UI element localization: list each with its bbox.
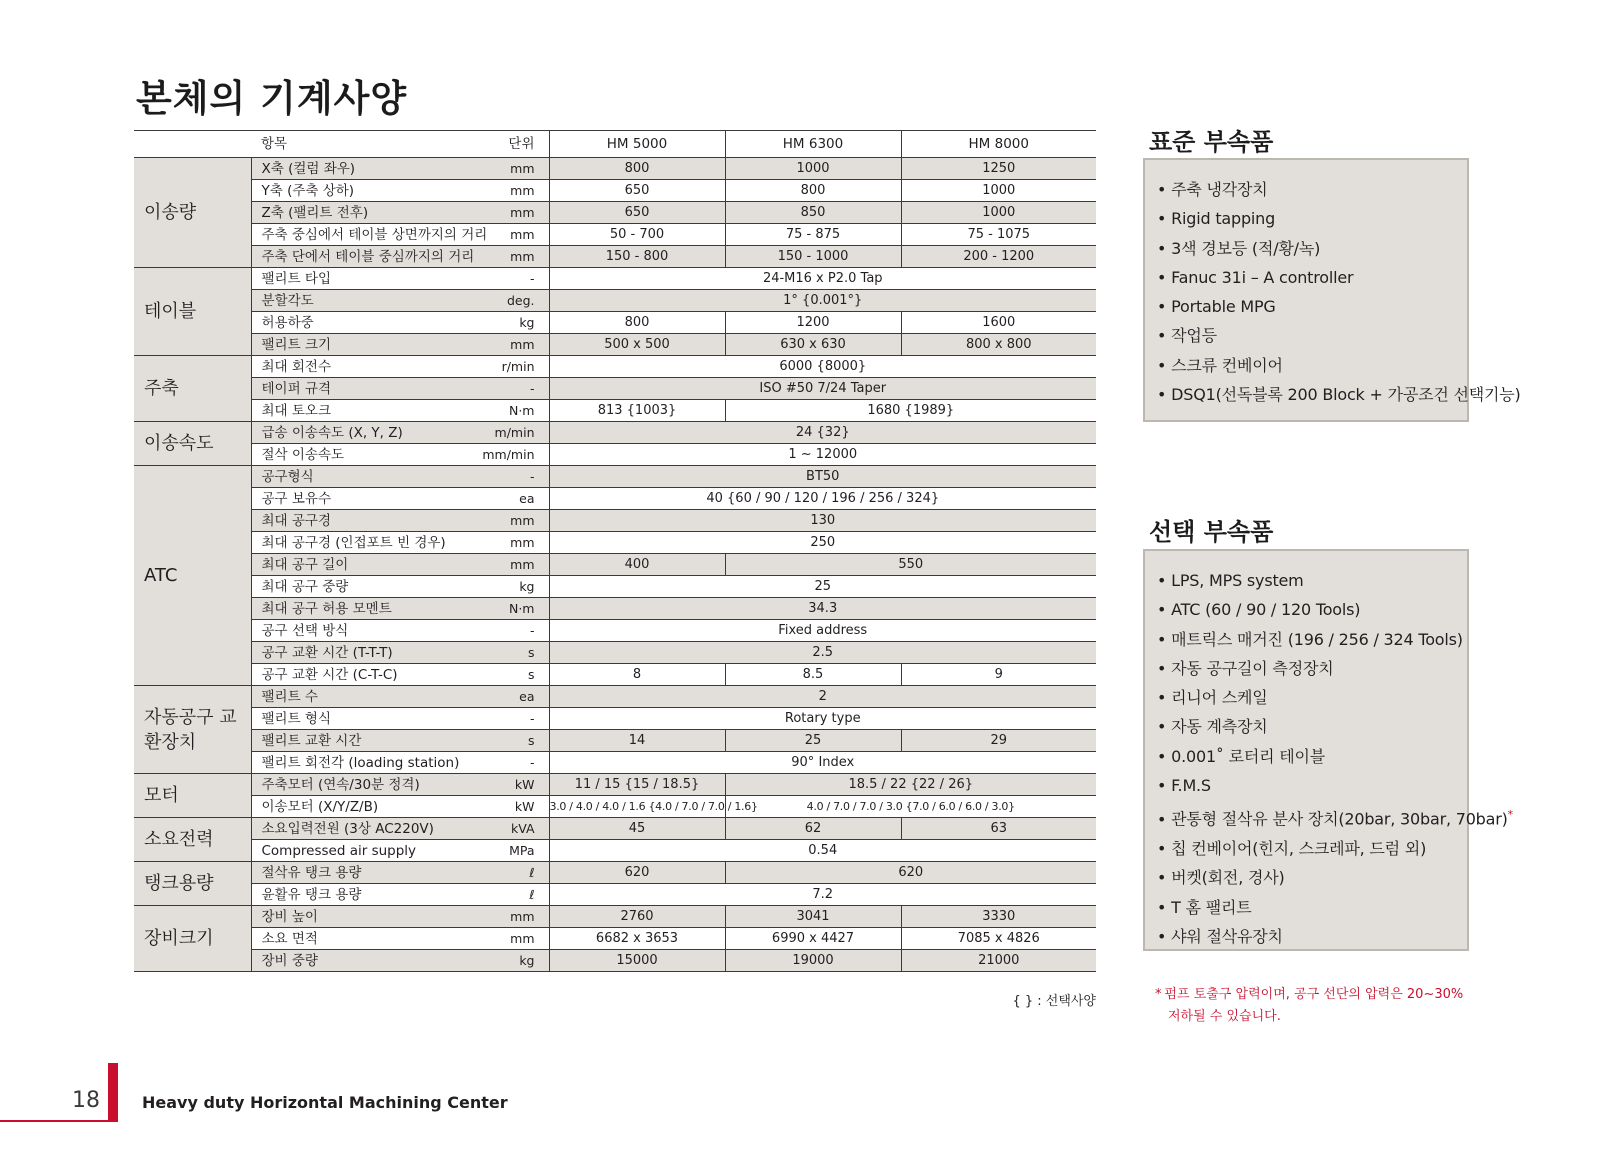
- table-row: [134, 620, 1096, 642]
- table-row: [134, 158, 1096, 180]
- table-row: [134, 290, 1096, 312]
- value-cell: 400: [549, 554, 725, 576]
- value-cell: 1000: [725, 158, 901, 180]
- page-number: 18: [72, 1088, 100, 1113]
- table-row: [134, 818, 1096, 840]
- accessory-item: [1157, 742, 1455, 771]
- table-row: [134, 444, 1096, 466]
- item-cell: 공구 보유수: [251, 488, 474, 510]
- accessory-item: [1157, 595, 1455, 624]
- item-cell: 공구 선택 방식: [251, 620, 474, 642]
- table-row: [134, 356, 1096, 378]
- value-cell: 650: [549, 202, 725, 224]
- item-cell: 최대 공구 길이: [251, 554, 474, 576]
- value-cell: 1000: [901, 180, 1096, 202]
- accessory-label: 0.001˚ 로터리 테이블: [1171, 746, 1326, 766]
- value-cell: 62: [725, 818, 901, 840]
- accessory-item: [1157, 566, 1455, 595]
- table-row: [134, 312, 1096, 334]
- value-cell: 1 ~ 12000: [549, 444, 1096, 466]
- item-cell: 팰리트 교환 시간: [251, 730, 474, 752]
- spec-table: [134, 130, 1096, 972]
- page-title: 본체의 기계사양: [136, 77, 408, 120]
- value-cell: 1° {0.001°}: [549, 290, 1096, 312]
- table-header-row: [134, 131, 1096, 158]
- value-cell: 19000: [725, 950, 901, 972]
- accessory-item: [1157, 263, 1455, 292]
- accessory-label: ATC (60 / 90 / 120 Tools): [1171, 600, 1361, 620]
- item-cell: 주축 단에서 테이블 중심까지의 거리: [251, 246, 474, 268]
- table-row: [134, 532, 1096, 554]
- table-row: [134, 642, 1096, 664]
- accessory-label: DSQ1(선독블록 200 Block + 가공조건 선택기능): [1171, 385, 1521, 405]
- table-row: [134, 928, 1096, 950]
- unit-cell: mm: [474, 928, 549, 950]
- item-cell: 팰리트 형식: [251, 708, 474, 730]
- accessory-label: Rigid tapping: [1171, 209, 1276, 229]
- item-cell: 테이퍼 규격: [251, 378, 474, 400]
- value-cell: 0.54: [549, 840, 1096, 862]
- item-cell: 공구 교환 시간 (T-T-T): [251, 642, 474, 664]
- value-cell: 15000: [549, 950, 725, 972]
- value-cell: BT50: [549, 466, 1096, 488]
- standard-accessories-list: [1157, 175, 1521, 409]
- unit-cell: mm: [474, 180, 549, 202]
- value-cell: 34.3: [549, 598, 1096, 620]
- unit-cell: -: [474, 378, 549, 400]
- value-cell: 550: [725, 554, 1096, 576]
- accessory-label: 샤워 절삭유장치: [1171, 926, 1283, 946]
- unit-cell: -: [474, 620, 549, 642]
- accessory-item: [1157, 893, 1455, 922]
- table-row: [134, 246, 1096, 268]
- header-model: HM 8000: [901, 131, 1096, 158]
- table-row: [134, 730, 1096, 752]
- table-row: [134, 862, 1096, 884]
- unit-cell: mm: [474, 532, 549, 554]
- table-row: [134, 554, 1096, 576]
- value-cell: 25: [549, 576, 1096, 598]
- accessory-item: [1157, 292, 1455, 321]
- category-cell: 이송속도: [134, 422, 251, 466]
- value-cell: 2.5: [549, 642, 1096, 664]
- category-cell: 소요전력: [134, 818, 251, 862]
- optional-accessories-title: 선택 부속품: [1149, 518, 1274, 546]
- footnote-line: 저하될 수 있습니다.: [1168, 1009, 1281, 1024]
- unit-cell: r/min: [474, 356, 549, 378]
- value-cell: 6000 {8000}: [549, 356, 1096, 378]
- item-cell: 윤활유 탱크 용량: [251, 884, 474, 906]
- value-cell: 3330: [901, 906, 1096, 928]
- value-cell: 200 - 1200: [901, 246, 1096, 268]
- unit-cell: N·m: [474, 598, 549, 620]
- unit-cell: s: [474, 730, 549, 752]
- value-cell: 2760: [549, 906, 725, 928]
- value-cell: 8: [549, 664, 725, 686]
- unit-cell: mm: [474, 202, 549, 224]
- value-cell: Fixed address: [549, 620, 1096, 642]
- table-row: [134, 906, 1096, 928]
- item-cell: 허용하중: [251, 312, 474, 334]
- accessory-label: LPS, MPS system: [1171, 571, 1304, 590]
- table-row: [134, 334, 1096, 356]
- optional-accessories-box: [1143, 549, 1513, 951]
- value-cell: 75 - 1075: [901, 224, 1096, 246]
- value-cell: 11 / 15 {15 / 18.5}: [549, 774, 725, 796]
- value-cell: 1250: [901, 158, 1096, 180]
- value-cell: Rotary type: [549, 708, 1096, 730]
- accessory-label: 주축 냉각장치: [1171, 180, 1268, 199]
- footer-rule: [0, 1120, 118, 1122]
- table-row: [134, 268, 1096, 290]
- accessory-label: 관통형 절삭유 분사 장치(20bar, 30bar, 70bar): [1171, 809, 1508, 829]
- accessory-label: 리니어 스케일: [1171, 688, 1268, 708]
- value-cell: 75 - 875: [725, 224, 901, 246]
- item-cell: 팰리트 수: [251, 686, 474, 708]
- accessory-label: T 홈 팰리트: [1171, 897, 1252, 917]
- value-cell: 4.0 / 7.0 / 7.0 / 3.0 {7.0 / 6.0 / 6.0 / 3.0}: [725, 796, 1096, 818]
- table-row: [134, 708, 1096, 730]
- footer-text: Heavy duty Horizontal Machining Center: [142, 1093, 508, 1112]
- table-row: [134, 686, 1096, 708]
- unit-cell: ℓ: [474, 862, 549, 884]
- value-cell: 630 x 630: [725, 334, 901, 356]
- unit-cell: -: [474, 268, 549, 290]
- item-cell: 최대 공구경 (인접포트 빈 경우): [251, 532, 474, 554]
- category-cell: 탱크용량: [134, 862, 251, 906]
- item-cell: 최대 공구 중량: [251, 576, 474, 598]
- item-cell: Y축 (주축 상하): [251, 180, 474, 202]
- accessory-item: [1157, 712, 1455, 741]
- item-cell: 주축 중심에서 테이블 상면까지의 거리: [251, 224, 474, 246]
- value-cell: 800: [549, 158, 725, 180]
- standard-accessories-box: [1143, 158, 1521, 422]
- unit-cell: mm/min: [474, 444, 549, 466]
- category-cell: 주축: [134, 356, 251, 422]
- table-row: [134, 400, 1096, 422]
- unit-cell: MPa: [474, 840, 549, 862]
- item-cell: X축 (컬럼 좌우): [251, 158, 474, 180]
- accessory-item: [1157, 321, 1455, 350]
- header-unit: 단위: [474, 131, 549, 158]
- value-cell: 24 {32}: [549, 422, 1096, 444]
- table-row: [134, 598, 1096, 620]
- value-cell: 1200: [725, 312, 901, 334]
- unit-cell: -: [474, 466, 549, 488]
- item-cell: 분할각도: [251, 290, 474, 312]
- value-cell: 18.5 / 22 {22 / 26}: [725, 774, 1096, 796]
- accessory-item: [1157, 771, 1455, 800]
- value-cell: 850: [725, 202, 901, 224]
- item-cell: 최대 공구 허용 모멘트: [251, 598, 474, 620]
- table-row: [134, 510, 1096, 532]
- value-cell: 620: [725, 862, 1096, 884]
- header-model: HM 6300: [725, 131, 901, 158]
- unit-cell: kVA: [474, 818, 549, 840]
- accessory-label: Fanuc 31i – A controller: [1171, 267, 1354, 287]
- accessory-item: [1157, 863, 1455, 892]
- header-model: HM 5000: [549, 131, 725, 158]
- item-cell: 공구형식: [251, 466, 474, 488]
- value-cell: 620: [549, 862, 725, 884]
- unit-cell: ℓ: [474, 884, 549, 906]
- table-row: [134, 180, 1096, 202]
- item-cell: 최대 공구경: [251, 510, 474, 532]
- accessory-item: [1157, 380, 1521, 409]
- footnote-line: 펌프 토출구 압력이며, 공구 선단의 압력은 20~30%: [1164, 987, 1464, 1002]
- item-cell: 소요 면적: [251, 928, 474, 950]
- unit-cell: ea: [474, 686, 549, 708]
- category-cell: ATC: [134, 466, 251, 686]
- item-cell: 장비 중량: [251, 950, 474, 972]
- value-cell: 800: [549, 312, 725, 334]
- unit-cell: deg.: [474, 290, 549, 312]
- accessory-item: [1157, 351, 1455, 380]
- table-row: [134, 466, 1096, 488]
- value-cell: 45: [549, 818, 725, 840]
- standard-accessories-title: 표준 부속품: [1149, 128, 1274, 156]
- unit-cell: kg: [474, 950, 549, 972]
- accessory-label: 칩 컨베이어(힌지, 스크레파, 드럼 외): [1171, 839, 1427, 858]
- unit-cell: mm: [474, 334, 549, 356]
- value-cell: 150 - 1000: [725, 246, 901, 268]
- accessory-item: [1157, 834, 1455, 863]
- unit-cell: s: [474, 664, 549, 686]
- table-row: [134, 664, 1096, 686]
- value-cell: 24-M16 x P2.0 Tap: [549, 268, 1096, 290]
- unit-cell: mm: [474, 158, 549, 180]
- accessory-label: 자동 계측장치: [1171, 717, 1268, 737]
- value-cell: 9: [901, 664, 1096, 686]
- value-cell: 8.5: [725, 664, 901, 686]
- value-cell: 2: [549, 686, 1096, 708]
- table-row: [134, 422, 1096, 444]
- value-cell: 29: [901, 730, 1096, 752]
- accessory-item: [1157, 683, 1455, 712]
- unit-cell: kg: [474, 312, 549, 334]
- item-cell: 절삭 이송속도: [251, 444, 474, 466]
- table-row: [134, 202, 1096, 224]
- table-row: [134, 224, 1096, 246]
- table-row: [134, 752, 1096, 774]
- unit-cell: mm: [474, 246, 549, 268]
- value-cell: 3041: [725, 906, 901, 928]
- accessory-label: Portable MPG: [1171, 297, 1276, 317]
- unit-cell: mm: [474, 554, 549, 576]
- footnote-star: *: [1155, 987, 1162, 1002]
- table-row: [134, 576, 1096, 598]
- value-cell: 130: [549, 510, 1096, 532]
- value-cell: 3.0 / 4.0 / 4.0 / 1.6 {4.0 / 7.0 / 7.0 / 1.6}: [549, 796, 725, 818]
- value-cell: 813 {1003}: [549, 400, 725, 422]
- unit-cell: -: [474, 752, 549, 774]
- value-cell: 40 {60 / 90 / 120 / 196 / 256 / 324}: [549, 488, 1096, 510]
- value-cell: 63: [901, 818, 1096, 840]
- table-row: [134, 378, 1096, 400]
- value-cell: 800 x 800: [901, 334, 1096, 356]
- unit-cell: N·m: [474, 400, 549, 422]
- accessory-label: 3색 경보등 (적/황/녹): [1171, 238, 1321, 258]
- item-cell: 팰리트 크기: [251, 334, 474, 356]
- unit-cell: s: [474, 642, 549, 664]
- value-cell: 25: [725, 730, 901, 752]
- accessory-item: [1157, 234, 1455, 263]
- table-row: [134, 840, 1096, 862]
- value-cell: 1680 {1989}: [725, 400, 1096, 422]
- category-cell: 자동공구 교환장치: [134, 686, 251, 774]
- value-cell: 7.2: [549, 884, 1096, 906]
- category-cell: 모터: [134, 774, 251, 818]
- accessory-label: F.M.S: [1171, 776, 1211, 796]
- item-cell: 절삭유 탱크 용량: [251, 862, 474, 884]
- value-cell: 90° Index: [549, 752, 1096, 774]
- header-item: 항목: [134, 131, 474, 158]
- table-row: [134, 796, 1096, 818]
- item-cell: 공구 교환 시간 (C-T-C): [251, 664, 474, 686]
- unit-cell: kW: [474, 774, 549, 796]
- category-cell: 장비크기: [134, 906, 251, 972]
- unit-cell: mm: [474, 510, 549, 532]
- accessory-item: [1157, 625, 1463, 654]
- value-cell: 150 - 800: [549, 246, 725, 268]
- unit-cell: mm: [474, 906, 549, 928]
- value-cell: 50 - 700: [549, 224, 725, 246]
- item-cell: 이송모터 (X/Y/Z/B): [251, 796, 474, 818]
- unit-cell: -: [474, 708, 549, 730]
- accessory-item: [1157, 204, 1455, 233]
- value-cell: 21000: [901, 950, 1096, 972]
- item-cell: 최대 토오크: [251, 400, 474, 422]
- value-cell: 1600: [901, 312, 1096, 334]
- accessory-item: [1157, 175, 1455, 204]
- item-cell: 급송 이송속도 (X, Y, Z): [251, 422, 474, 444]
- accessory-item: [1157, 922, 1455, 951]
- table-row: [134, 950, 1096, 972]
- accessory-label: 스크류 컨베이어: [1171, 355, 1283, 375]
- value-cell: 7085 x 4826: [901, 928, 1096, 950]
- unit-cell: ea: [474, 488, 549, 510]
- item-cell: Z축 (팰리트 전후): [251, 202, 474, 224]
- unit-cell: mm: [474, 224, 549, 246]
- optional-legend: { } : 선택사양: [1012, 994, 1096, 1009]
- unit-cell: m/min: [474, 422, 549, 444]
- value-cell: ISO #50 7/24 Taper: [549, 378, 1096, 400]
- value-cell: 650: [549, 180, 725, 202]
- optional-accessories-list: [1157, 566, 1513, 951]
- category-cell: 테이블: [134, 268, 251, 356]
- accessory-label: 작업등: [1171, 326, 1217, 346]
- value-cell: 500 x 500: [549, 334, 725, 356]
- accessory-item: [1157, 654, 1455, 683]
- item-cell: 장비 높이: [251, 906, 474, 928]
- table-row: [134, 488, 1096, 510]
- footnote-star: *: [1507, 808, 1513, 822]
- value-cell: 250: [549, 532, 1096, 554]
- accessory-label: 매트릭스 매거진 (196 / 256 / 324 Tools): [1171, 629, 1463, 649]
- item-cell: 최대 회전수: [251, 356, 474, 378]
- footer-accent-bar: [108, 1063, 118, 1122]
- accessory-item: [1157, 800, 1513, 834]
- item-cell: Compressed air supply: [251, 840, 474, 862]
- unit-cell: kg: [474, 576, 549, 598]
- value-cell: 6990 x 4427: [725, 928, 901, 950]
- item-cell: 주축모터 (연속/30분 정격): [251, 774, 474, 796]
- item-cell: 팰리트 타입: [251, 268, 474, 290]
- category-cell: 이송량: [134, 158, 251, 268]
- item-cell: 팰리트 회전각 (loading station): [251, 752, 474, 774]
- table-row: [134, 884, 1096, 906]
- item-cell: 소요입력전원 (3상 AC220V): [251, 818, 474, 840]
- unit-cell: kW: [474, 796, 549, 818]
- value-cell: 1000: [901, 202, 1096, 224]
- accessory-label: 버켓(회전, 경사): [1171, 868, 1285, 888]
- footnote: [1155, 984, 1475, 1028]
- value-cell: 6682 x 3653: [549, 928, 725, 950]
- accessory-label: 자동 공구길이 측정장치: [1171, 658, 1334, 678]
- value-cell: 800: [725, 180, 901, 202]
- table-row: [134, 774, 1096, 796]
- value-cell: 14: [549, 730, 725, 752]
